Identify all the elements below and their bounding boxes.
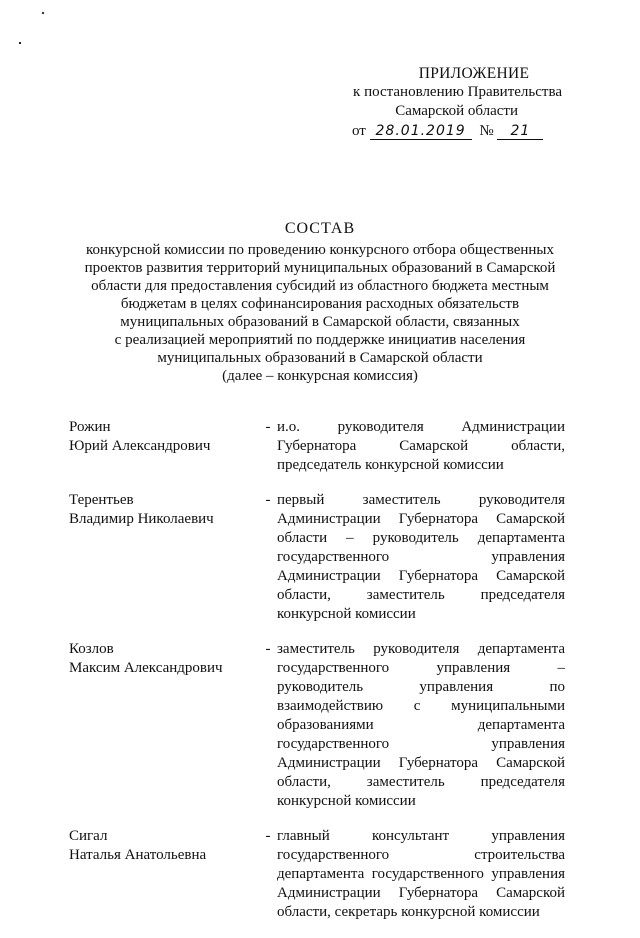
- number-prefix: №: [479, 123, 494, 139]
- member-role: и.о. руководителя Администрации Губернатора Самарской области, председатель конкурсной комиссии: [277, 419, 565, 473]
- member-dash: -: [265, 419, 271, 435]
- member-name: [69, 640, 259, 811]
- member-name: [69, 418, 259, 475]
- member-given-names: Максим Александрович: [69, 660, 223, 676]
- heading-line: бюджетам в целях софинансирования расходных обязательств: [120, 296, 520, 312]
- appendix-block: [352, 64, 562, 141]
- member-surname: Терентьев: [69, 492, 134, 508]
- member-given-names: Юрий Александрович: [69, 438, 211, 454]
- member-role: главный консультант управления государственного строительства департамента государственного управления Администрации Губернатора Самарской области, секретарь конкурсной комиссии: [277, 828, 565, 920]
- member-entry: [69, 827, 565, 922]
- appendix-line-2: Самарской области: [395, 103, 518, 119]
- heading-line: муниципальных образований в Самарской области, связанных: [120, 314, 520, 330]
- member-name: [69, 491, 259, 624]
- heading-line: проектов развития территорий муниципальных образований в Самарской: [84, 260, 556, 276]
- member-dash: -: [265, 492, 271, 508]
- handwritten-number: 21: [497, 124, 543, 140]
- heading-line: конкурсной комиссии по проведению конкурсного отбора общественных: [86, 242, 554, 258]
- member-given-names: Наталья Анатольевна: [69, 847, 207, 863]
- member-name: [69, 827, 259, 922]
- heading-title: СОСТАВ: [284, 220, 356, 237]
- heading-line: (далее – конкурсная комиссия): [222, 368, 418, 384]
- member-entry: [69, 640, 565, 811]
- member-dash: -: [265, 828, 271, 844]
- heading-line: муниципальных образований в Самарской области: [157, 350, 483, 366]
- member-role: заместитель руководителя департамента государственного управления – руководитель управления по взаимодействию с муниципальными образованиями департамента государственного управления Администрации Губернатора Самарской области, заместитель председателя конкурсной комиссии: [277, 641, 565, 809]
- appendix-date-line: [352, 122, 562, 141]
- date-prefix: от: [352, 123, 366, 139]
- member-surname: Сигал: [69, 828, 108, 844]
- member-surname: Козлов: [69, 641, 114, 657]
- member-role: первый заместитель руководителя Администрации Губернатора Самарской области – руководитель департамента государственного управления Администрации Губернатора Самарской области, заместитель председателя конкурсной комиссии: [277, 492, 565, 622]
- appendix-title: ПРИЛОЖЕНИЕ: [418, 65, 530, 82]
- handwritten-date: 28.01.2019: [370, 124, 472, 140]
- heading-line: с реализацией мероприятий по поддержке инициатив населения: [114, 332, 526, 348]
- members-list: [69, 418, 565, 938]
- heading-line: области для предоставления субсидий из областного бюджета местным: [91, 278, 549, 294]
- member-dash: -: [265, 641, 271, 657]
- member-entry: [69, 418, 565, 475]
- member-given-names: Владимир Николаевич: [69, 511, 214, 527]
- scan-speck: [19, 42, 21, 44]
- member-surname: Рожин: [69, 419, 111, 435]
- appendix-line-1: к постановлению Правительства: [353, 84, 562, 100]
- member-entry: [69, 491, 565, 624]
- document-heading: [60, 220, 580, 385]
- scan-speck: [42, 12, 45, 15]
